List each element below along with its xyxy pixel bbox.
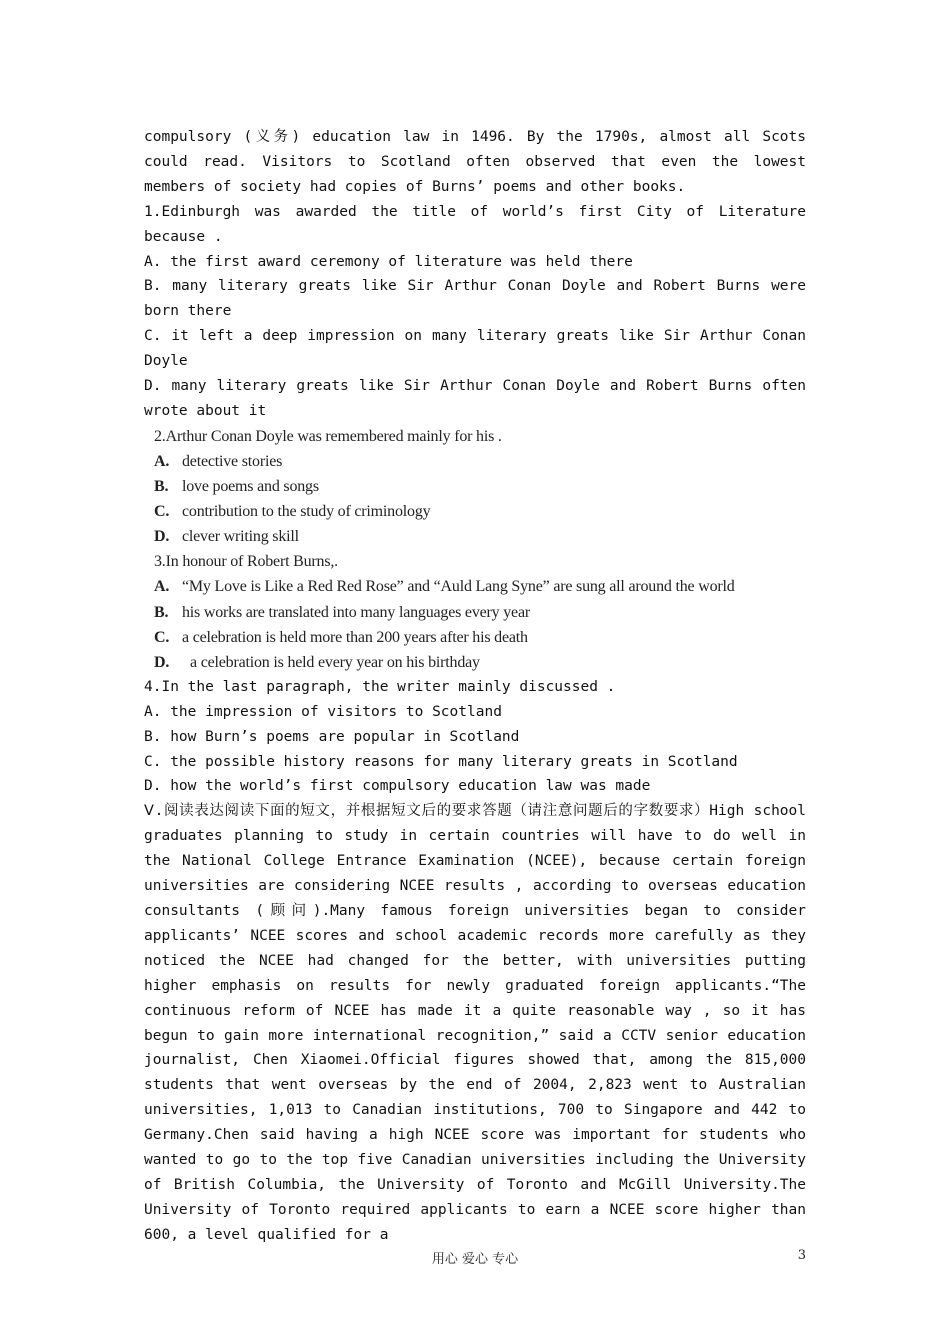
question-3-option-b (144, 600, 806, 625)
question-1-option-d: D. many literary greats like Sir Arthur Conan Doyle and Robert Burns often wrote about it (144, 378, 806, 419)
footer-slogan: 用心 爱心 专心 (431, 1252, 519, 1267)
option-text: detective stories (182, 452, 283, 470)
option-letter: A. (154, 452, 170, 470)
question-1-stem: 1.Edinburgh was awarded the title of world’s first City of Literature because . (144, 203, 806, 245)
question-1-option-c: C. it left a deep impression on many literary greats like Sir Arthur Conan Doyle (144, 328, 806, 370)
option-letter: D. (154, 528, 170, 546)
question-3-option-c (144, 625, 806, 650)
option-letter: D. (154, 653, 170, 671)
question-2-option-d (144, 524, 806, 549)
page-footer (144, 1248, 806, 1268)
question-1-option-a: A. the first award ceremony of literature was held there (144, 253, 633, 270)
page-content (144, 125, 806, 1248)
option-letter: B. (154, 478, 169, 496)
question-1 (144, 200, 806, 424)
question-4-option-d: D. how the world’s first compulsory education law was made (144, 778, 651, 795)
question-4-option-b: B. how Burn’s poems are popular in Scotland (144, 728, 520, 745)
page-number: 3 (797, 1248, 806, 1263)
question-1-option-b: B. many literary greats like Sir Arthur Conan Doyle and Robert Burns were born there (144, 278, 806, 320)
question-2 (144, 424, 806, 549)
section-5-passage: Ⅴ.阅读表达阅读下面的短文，并根据短文后的要求答题（请注意问题后的字数要求）High school graduates planning to study in certain countries will have to do well in the National College Entrance Examination (NCEE), because certain foreign universities are considering NCEE results , according to overseas education consultants (顾问).Many famous foreign universities began to consider applicants’ NCEE scores and school academic records more carefully as they noticed the NCEE had changed for the better, with universities putting higher emphasis on results for newly graduated foreign applicants.“The continuous reform of NCEE has made it a quite reasonable way , so it has begun to gain more international recognition,” said a CCTV senior education journalist, Chen Xiaomei.Official figures showed that, among the 815,000 students that went overseas by the end of 2004, 2,823 went to Australian universities, 1,013 to Canadian institutions, 700 to Singapore and 442 to Germany.Chen said having a high NCEE score was important for students who wanted to go to the top five Canadian universities including the University of British Columbia, the University of Toronto and McGill University.The University of Toronto required applicants to earn a NCEE score higher than 600, a level qualified for a (144, 803, 806, 1243)
question-4 (144, 675, 806, 800)
question-2-option-a (144, 449, 806, 474)
question-2-option-b (144, 474, 806, 499)
question-2-option-c (144, 499, 806, 524)
passage-end-paragraph: compulsory (义务) education law in 1496. By the 1790s, almost all Scots could read. Visitors to Scotland often observed that even the lowest members of society had copies of Burns’ poems and other books. (144, 129, 806, 195)
option-letter: C. (154, 503, 170, 521)
option-text: a celebration is held more than 200 years after his death (182, 628, 528, 646)
option-letter: A. (154, 578, 170, 596)
option-text: his works are translated into many languages every year (182, 603, 530, 621)
option-letter: B. (154, 603, 169, 621)
option-letter: C. (154, 628, 170, 646)
option-text: love poems and songs (182, 478, 319, 496)
question-3-option-d (144, 650, 806, 675)
option-text: a celebration is held every year on his birthday (190, 653, 480, 671)
option-text: contribution to the study of criminology (182, 503, 431, 521)
question-4-option-c: C. the possible history reasons for many literary greats in Scotland (144, 753, 738, 770)
question-3 (144, 549, 806, 674)
question-4-stem: 4.In the last paragraph, the writer mainly discussed . (144, 678, 616, 695)
question-4-option-a: A. the impression of visitors to Scotland (144, 703, 502, 720)
question-3-option-a (144, 574, 806, 599)
question-2-stem: 2.Arthur Conan Doyle was remembered mainly for his . (154, 427, 502, 445)
option-text: clever writing skill (182, 528, 299, 546)
option-text: “My Love is Like a Red Red Rose” and “Auld Lang Syne” are sung all around the world (182, 578, 735, 596)
question-3-stem: 3.In honour of Robert Burns,. (154, 553, 338, 571)
